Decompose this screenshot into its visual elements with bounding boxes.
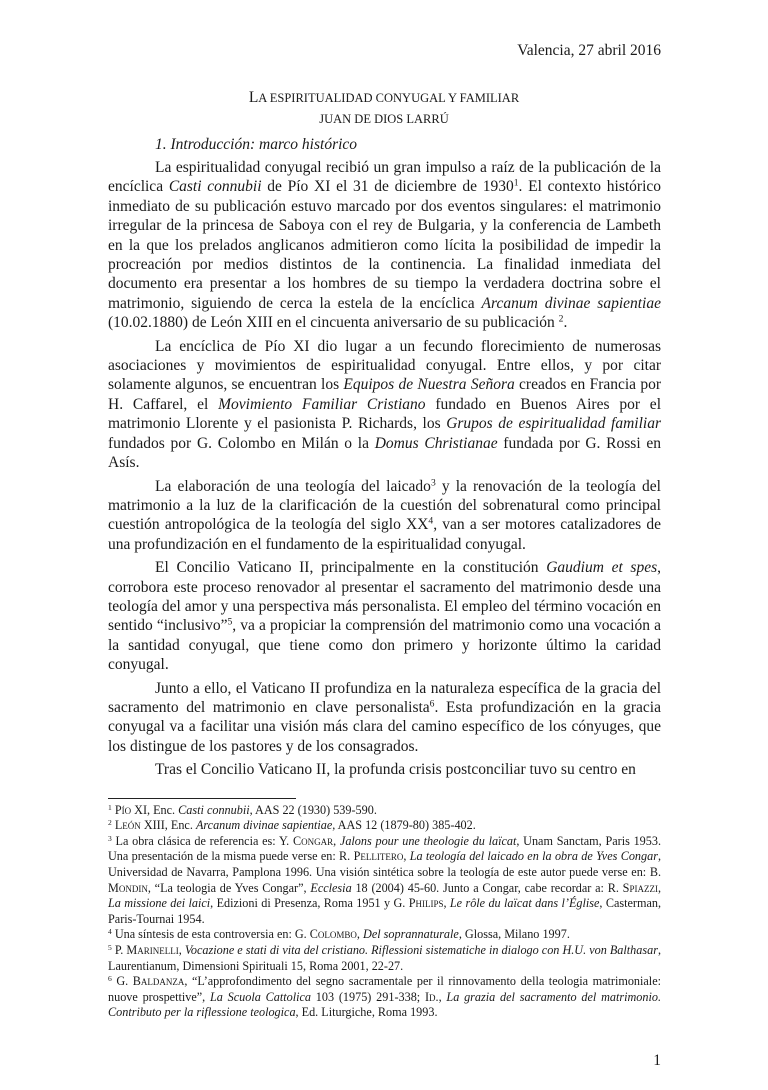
paragraph xyxy=(108,158,661,333)
text-run: , xyxy=(178,942,185,957)
text-run: , xyxy=(403,849,410,864)
footnote xyxy=(108,974,661,1021)
footnote-marker: 5 xyxy=(227,617,233,629)
author-name: Spiazzi xyxy=(622,880,658,895)
italic-text: Jalons pour une theologie du laïcat xyxy=(339,833,517,848)
author-name: Mondin xyxy=(108,880,148,895)
text-run: , Enc. xyxy=(164,818,196,833)
italic-text: Domus Christianae xyxy=(374,434,498,452)
footnote-marker: 6 xyxy=(429,698,435,710)
text-run: , “La teologia de Yves Congar”, xyxy=(147,880,311,895)
text-run: La elaboración de una teología del laicado xyxy=(155,477,431,495)
text-run: G. xyxy=(111,974,133,989)
title-initial: L xyxy=(248,89,259,106)
footnote-marker: 4 xyxy=(428,516,434,528)
text-run: creados en Francia por H. Caffarel, el xyxy=(108,376,662,413)
author-name: Baldanza xyxy=(132,974,185,989)
footnote-separator xyxy=(108,798,296,799)
text-run: Junto a ello, el Vaticano II profundiza en la naturaleza específica de la gracia del sacramento del matrimonio en clave personalista xyxy=(108,679,661,716)
italic-text: Vocazione e stati di vita del cristiano. Riflessioni sistematiche in dialogo con H.U. von Balthasar xyxy=(184,942,658,957)
author-name: Colombo xyxy=(309,927,357,942)
text-run: El Concilio Vaticano II, principalmente en la constitución xyxy=(155,559,547,577)
italic-text: La Scuola Cattolica xyxy=(210,989,311,1004)
text-run: , xyxy=(333,833,340,848)
text-run: , van a ser motores catalizadores de una profundización en el fundamento de la espiritualidad conyugal. xyxy=(108,516,661,553)
page-number: 1 xyxy=(653,1051,661,1069)
footnote xyxy=(108,803,661,819)
author-name: Pío XI xyxy=(114,802,148,817)
italic-text: Grupos de espiritualidad familiar xyxy=(446,415,661,433)
text-run: 103 (1975) 291-338; xyxy=(311,989,425,1004)
italic-text: Equipos de Nuestra Señora xyxy=(343,376,515,394)
author-name: Philips xyxy=(408,896,444,911)
text-run: , Edizioni di Presenza, Roma 1951 y G. xyxy=(210,896,409,911)
footnotes xyxy=(108,803,661,1021)
footnote-marker: 5 xyxy=(108,942,112,952)
text-run: fundado en Buenos Aires por el matrimonio Llorente y el pasionista P. Richards, los xyxy=(108,395,661,433)
text-run: P. xyxy=(111,942,127,957)
italic-text: Del soprannaturale, xyxy=(363,927,462,942)
title-rest: A ESPIRITUALIDAD CONYUGAL Y FAMILIAR xyxy=(258,91,520,105)
paragraph xyxy=(108,558,661,674)
italic-text: Movimiento Familiar Cristiano xyxy=(218,395,426,413)
text-run: , va a propiciar la comprensión del matrimonio como una vocación a la santidad conyugal, que tiene como don primero y horizonte último la caridad conyugal. xyxy=(108,617,661,674)
text-run: fundados por G. Colombo en Milán o la xyxy=(108,434,375,452)
author-name: León XIII xyxy=(114,818,165,833)
italic-text: La teología del laicado en la obra de Yves Congar xyxy=(409,849,658,864)
footnote-marker: 3 xyxy=(430,477,436,489)
text-run: . xyxy=(563,314,568,332)
italic-text: Casti connubii, xyxy=(178,802,253,817)
text-run: . El contexto histórico inmediato de su publicación estuvo marcado por dos eventos singulares: el matrimonio irregular de la princesa de Saboya con el rey de Bulgaria, y la conferencia de Lambeth en la que los prelados anglicanos admitieron como lícita la posibilidad de impedir la procreación por medios distintos de la continencia. La finalidad inmediata del documento era presentar a los hombres de su tiempo la verdadera doctrina sobre el matrimonio, siguiendo de cerca la estela de la encíclica xyxy=(108,178,662,312)
text-run: , Laurentianum, Dimensioni Spirituali 15, Roma 2001, 22-27. xyxy=(108,942,661,973)
author-name: Id. xyxy=(424,989,439,1004)
footnote-marker: 6 xyxy=(108,973,112,983)
footnote xyxy=(108,834,661,928)
text-run: , corrobora este proceso renovador al presentar el sacramento del matrimonio desde una teología del amor y una perspectiva más personalista. El empleo del término vocación en sentido “inclusivo” xyxy=(108,559,661,635)
text-run: , xyxy=(438,989,447,1004)
text-run: , Unam Sanctam, Paris 1953. Una presentación de la misma puede verse en: R. xyxy=(108,833,661,864)
author-name: Congar xyxy=(292,833,334,848)
text-run: , Universidad de Navarra, Pamplona 1996. Una visión sintética sobre la teología de este autor puede verse en: B. xyxy=(108,849,661,879)
italic-text: Casti connubii xyxy=(168,178,262,196)
text-run: y la renovación de la teología del matrimonio a la luz de la clarificación de la cuestión del sobrenatural como principal cuestión antropológica de la teología del siglo XX xyxy=(108,477,661,534)
footnote-marker: 4 xyxy=(108,927,112,937)
footnote-marker: 2 xyxy=(558,313,564,325)
author-name: Marinelli xyxy=(126,942,179,957)
text-run: 18 (2004) 45-60. Junto a Congar, cabe recordar a: R. xyxy=(351,880,623,895)
paragraph xyxy=(108,337,661,473)
document-author: JUAN DE DIOS LARRÚ xyxy=(319,112,449,126)
text-run: La espiritualidad conyugal recibió un gran impulso a raíz de la publicación de la encíclica xyxy=(108,159,661,196)
text-run: fundada por G. Rossi en Asís. xyxy=(108,434,661,472)
section-heading: 1. Introducción: marco histórico xyxy=(155,136,358,153)
footnote-marker: 2 xyxy=(108,818,112,828)
document-page xyxy=(108,0,661,1090)
paragraph xyxy=(108,477,661,555)
text-run: Glossa, Milano 1997. xyxy=(461,927,570,942)
italic-text: Ecclesia xyxy=(310,880,352,895)
footnote-marker: 1 xyxy=(108,802,112,812)
text-run: (10.02.1880) de León XIII en el cincuenta aniversario de su publicación xyxy=(108,314,559,332)
text-run: AAS 22 (1930) 539-590. xyxy=(252,802,377,817)
text-run: , xyxy=(356,927,364,942)
italic-text: La grazia del sacramento del matrimonio. Contributo per la riflessione teologica xyxy=(108,989,661,1020)
text-run: La obra clásica de referencia es: Y. xyxy=(111,833,293,848)
footnote xyxy=(108,927,661,943)
text-run: Una síntesis de esta controversia en: G. xyxy=(111,927,310,942)
text-run: Tras el Concilio Vaticano II, la profunda crisis postconciliar tuvo su centro en xyxy=(155,761,636,779)
text-run: , xyxy=(443,896,450,911)
text-run: , Ed. Liturgiche, Roma 1993. xyxy=(295,1005,438,1020)
italic-text: Arcanum divinae sapientiae xyxy=(481,294,661,312)
footnote-marker: 1 xyxy=(513,178,519,190)
text-run: La encíclica de Pío XI dio lugar a un fecundo florecimiento de numerosas asociaciones y movimientos de espiritualidad conyugal. Entre ellos, y por citar solamente algunos, se encuentran los xyxy=(108,337,661,394)
document-title xyxy=(0,88,768,108)
italic-text: Le rôle du laïcat dans l’Église xyxy=(449,896,600,911)
text-run: , “L’approfondimento del segno sacramentale per il rinnovamento della teologia matrimoniale: nuove prospettive”, xyxy=(108,974,661,1004)
text-run: de Pío XI el 31 de diciembre de 1930 xyxy=(261,178,514,196)
footnote xyxy=(108,943,661,974)
text-run: , AAS 12 (1879-80) 385-402. xyxy=(332,818,476,833)
italic-text: Gaudium et spes xyxy=(546,559,658,577)
footnote-marker: 3 xyxy=(108,833,112,843)
paragraph xyxy=(108,760,661,779)
document-date: Valencia, 27 abril 2016 xyxy=(517,42,661,59)
text-run: . Esta profundización en la gracia conyugal va a facilitar una visión más clara del camino específico de los cónyuges, que los distingue de los pastores y de los consagrados. xyxy=(108,698,661,755)
text-run: , Casterman, Paris-Tournai 1954. xyxy=(108,896,661,926)
italic-text: La missione dei laici xyxy=(108,896,211,911)
italic-text: Arcanum divinae sapientiae xyxy=(195,818,333,833)
paragraph xyxy=(108,679,661,757)
author-name: Pellitero xyxy=(353,849,404,864)
footnote xyxy=(108,818,661,834)
text-run: , Enc. xyxy=(147,802,179,817)
text-run: , xyxy=(657,880,661,895)
